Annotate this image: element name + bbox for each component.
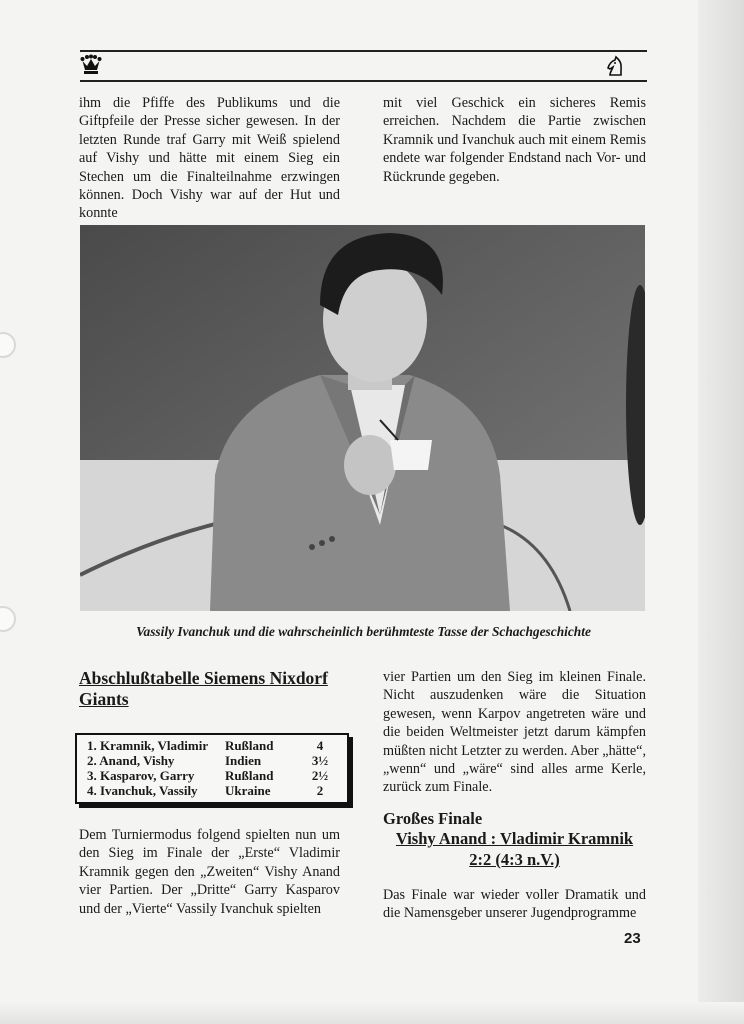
final-text: Das Finale war wieder voller Dramatik und die Namensgeber unserer Jugendprogramme — [383, 887, 646, 922]
chess-queen-icon — [80, 54, 102, 81]
chess-knight-icon — [604, 55, 626, 82]
final-heading: Großes Finale — [383, 809, 483, 828]
body-left-column — [79, 826, 340, 918]
standings-title: Abschlußtabelle Siemens Nixdorf Giants — [79, 668, 328, 709]
intro-left-column — [79, 94, 340, 223]
final-match: Vishy Anand : Vladimir Kramnik — [395, 829, 634, 848]
punch-hole-bottom — [0, 606, 16, 632]
player-name: 2. Anand, Vishy — [87, 753, 175, 768]
page-number: 23 — [624, 930, 641, 947]
player-country: Ukraine — [225, 783, 271, 798]
punch-hole-top — [0, 332, 16, 358]
player-points: 4 — [316, 738, 324, 753]
table-row — [87, 768, 335, 783]
player-country: Rußland — [225, 768, 274, 783]
intro-right-text: mit viel Geschick ein sicheres Remis erreichen. Nachdem die Partie zwischen Kramnik und Ivanchuk auch mit einem Remis endete war folgender Endstand nach Vor- und Rückrunde gegeben. — [383, 95, 646, 185]
player-name: 4. Ivanchuk, Vassily — [87, 783, 198, 798]
final-text-column — [383, 886, 646, 923]
ivanchuk-photo — [80, 225, 645, 611]
intro-right-column — [383, 94, 646, 186]
header-rule-bottom — [80, 80, 647, 82]
body-right-text: vier Partien um den Sieg im kleinen Finale. Nicht auszudenken wäre die Situation gewesen, wenn Karpov angetreten wäre und die beiden Weltmeister jetzt darum kämpfen müßten nicht Letzter zu werden. Aber „hätte“, „wenn“ und „wäre“ sind alles arme Kerle, zurück zum Finale. — [383, 669, 646, 796]
page-edge-shadow — [698, 0, 744, 1024]
player-points: 3½ — [311, 753, 329, 768]
standings-box — [75, 733, 349, 804]
body-right-column — [383, 668, 646, 797]
table-row — [87, 753, 335, 768]
page-bottom-shadow — [0, 1002, 744, 1024]
player-points: 2½ — [311, 768, 329, 783]
player-name: 1. Kramnik, Vladimir — [87, 738, 209, 753]
player-country: Rußland — [225, 738, 274, 753]
player-name: 3. Kasparov, Garry — [87, 768, 195, 783]
photo-caption: Vassily Ivanchuk und die wahrscheinlich berühmteste Tasse der Schachgeschichte — [136, 624, 591, 639]
player-country: Indien — [225, 753, 262, 768]
final-score: 2:2 (4:3 n.V.) — [469, 850, 560, 869]
header-rule-top — [80, 50, 647, 52]
table-row — [87, 783, 335, 798]
table-row — [87, 738, 335, 753]
player-points: 2 — [316, 783, 324, 798]
standings-table — [87, 738, 335, 798]
body-left-text: Dem Turniermodus folgend spielten nun um den Sieg im Finale der „Erste“ Vladimir Kramnik gegen den „Zweiten“ Vishy Anand vier Partien. Der „Dritte“ Garry Kasparov und der „Vierte“ Vassily Ivanchuk spielten — [79, 827, 340, 917]
intro-left-text: ihm die Pfiffe des Publikums und die Giftpfeile der Presse sicher gewesen. In der letzten Runde traf Garry mit Weiß spielend auf Vishy und hätte mit einem Sieg ein Stechen um die Finalteilnahme erzwingen können. Doch Vishy war auf der Hut und konnte — [79, 95, 340, 222]
